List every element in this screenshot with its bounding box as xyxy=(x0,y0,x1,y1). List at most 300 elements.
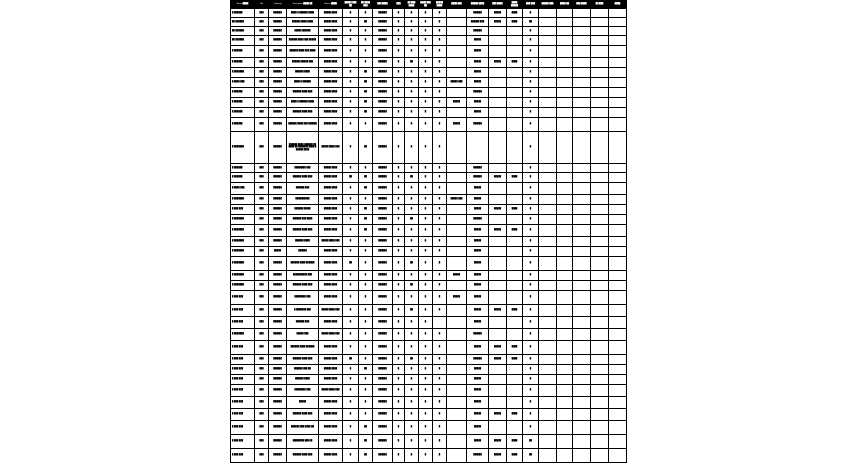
table-cell xyxy=(447,397,467,409)
table-cell: █ xyxy=(343,409,359,421)
table-cell: █ xyxy=(433,397,447,409)
table-cell: █ xyxy=(359,341,373,355)
table-cell: █ xyxy=(523,132,539,164)
table-cell: ██ xyxy=(343,257,359,271)
table-cell xyxy=(557,365,573,375)
table-cell: ██████ xyxy=(467,355,489,365)
table-cell xyxy=(539,237,557,247)
table-cell: █████ ████ xyxy=(319,271,343,281)
table-cell: ██████ xyxy=(467,449,489,463)
table-cell xyxy=(591,195,609,205)
table-cell xyxy=(573,18,591,27)
table-cell: ██████ xyxy=(373,341,393,355)
table-cell: █ xyxy=(343,46,359,58)
table-cell: █ xyxy=(343,36,359,46)
table-cell: ███ xyxy=(255,225,269,237)
table-cell: █ xyxy=(523,341,539,355)
column-header: █████ ███ xyxy=(539,1,557,9)
table-cell: █ xyxy=(419,397,433,409)
table-cell xyxy=(573,237,591,247)
table-cell xyxy=(609,118,627,132)
table-cell: █ xyxy=(523,225,539,237)
table-cell: ██████ xyxy=(269,397,287,409)
table-cell xyxy=(609,68,627,78)
table-cell xyxy=(591,291,609,305)
table-cell xyxy=(573,58,591,68)
table-cell: █ xyxy=(359,195,373,205)
table-cell xyxy=(573,355,591,365)
table-cell: █ ███████ xyxy=(231,225,255,237)
table-cell: ██████ xyxy=(467,173,489,183)
table-cell xyxy=(507,88,523,98)
table-cell: █ xyxy=(343,449,359,463)
table-cell: ██████ ███ xyxy=(467,18,489,27)
table-cell xyxy=(573,27,591,36)
table-cell xyxy=(573,329,591,341)
table-cell: █████ xyxy=(489,9,507,18)
table-cell xyxy=(591,58,609,68)
table-cell: █████ xyxy=(467,205,489,215)
table-cell xyxy=(609,385,627,397)
table-cell: ████ xyxy=(507,435,523,449)
table-cell: █ xyxy=(343,205,359,215)
table-cell: ██████ xyxy=(373,435,393,449)
table-cell xyxy=(609,36,627,46)
table-cell: ████ xyxy=(507,9,523,18)
table-cell xyxy=(557,195,573,205)
table-cell: █ xyxy=(523,173,539,183)
table-cell xyxy=(609,205,627,215)
table-cell: █ ███ ███ xyxy=(231,449,255,463)
table-row xyxy=(231,78,627,88)
table-cell xyxy=(591,409,609,421)
table-cell xyxy=(609,257,627,271)
table-cell xyxy=(557,305,573,317)
table-cell: ██████ xyxy=(373,36,393,46)
table-cell: █ xyxy=(405,435,419,449)
table-cell: █ xyxy=(393,68,405,78)
table-cell xyxy=(573,281,591,291)
table-cell: █ ██████ xyxy=(231,58,255,68)
table-cell: █ ███████ ███ xyxy=(287,305,319,317)
table-row xyxy=(231,421,627,435)
table-row xyxy=(231,291,627,305)
table-cell: █ xyxy=(343,215,359,225)
column-header: Name ████ xyxy=(231,1,255,9)
table-cell: █ xyxy=(523,291,539,305)
table-cell: ███ xyxy=(255,36,269,46)
table-cell xyxy=(591,88,609,98)
column-header: ████ ███ ██ xyxy=(420,2,431,7)
table-cell xyxy=(539,291,557,305)
table-cell: ███ xyxy=(255,421,269,435)
table-cell: █ xyxy=(419,36,433,46)
table-cell: █████ xyxy=(467,421,489,435)
table-cell xyxy=(573,118,591,132)
table-cell: █████ xyxy=(467,365,489,375)
table-cell: █ xyxy=(433,409,447,421)
table-cell: ██████ xyxy=(373,205,393,215)
table-cell xyxy=(557,68,573,78)
table-cell: █ xyxy=(393,78,405,88)
table-cell: █ ██████ xyxy=(231,98,255,108)
table-cell xyxy=(507,317,523,329)
table-cell: █ xyxy=(523,329,539,341)
table-cell xyxy=(573,365,591,375)
table-cell: █ ███████ xyxy=(231,329,255,341)
table-cell xyxy=(489,36,507,46)
table-cell xyxy=(507,195,523,205)
table-cell: █ xyxy=(419,449,433,463)
table-cell: ███ xyxy=(255,173,269,183)
table-row xyxy=(231,305,627,317)
column-header: █████ ████ xyxy=(467,1,489,9)
table-cell: ██ xyxy=(359,421,373,435)
table-cell xyxy=(447,108,467,118)
table-cell xyxy=(557,375,573,385)
table-cell: ███ xyxy=(255,108,269,118)
table-cell: █ ██████ xyxy=(231,118,255,132)
table-cell: ██████ xyxy=(373,225,393,237)
table-cell: █ xyxy=(393,88,405,98)
table-cell xyxy=(489,68,507,78)
table-cell: █ xyxy=(419,305,433,317)
table-cell: █ xyxy=(343,164,359,173)
table-cell: █████ ████ xyxy=(319,291,343,305)
table-cell: █ xyxy=(393,98,405,108)
table-cell: █ ███ ███ xyxy=(231,385,255,397)
table-cell: ███ xyxy=(255,88,269,98)
table-cell: █ xyxy=(343,132,359,164)
table-cell: ██████ xyxy=(373,355,393,365)
table-cell xyxy=(489,397,507,409)
table-body xyxy=(231,9,627,463)
table-cell: █ xyxy=(343,98,359,108)
table-cell xyxy=(557,98,573,108)
table-cell: █████ ████ xyxy=(319,36,343,46)
table-cell xyxy=(507,271,523,281)
table-cell: █ xyxy=(405,421,419,435)
table-cell: █ ██████ xyxy=(231,173,255,183)
table-cell xyxy=(573,68,591,78)
table-cell: █ xyxy=(523,68,539,78)
table-cell: ██████ xyxy=(373,271,393,281)
table-cell xyxy=(507,132,523,164)
table-cell: █ xyxy=(405,205,419,215)
table-cell: █ xyxy=(523,98,539,108)
table-cell: █ xyxy=(359,237,373,247)
table-cell: █ xyxy=(433,449,447,463)
table-cell xyxy=(507,421,523,435)
table-cell: █ xyxy=(523,46,539,58)
table-cell: ██ xyxy=(359,18,373,27)
table-cell xyxy=(591,205,609,215)
table-cell: █████ ████ xyxy=(319,409,343,421)
table-cell: █ ███ ███ xyxy=(231,205,255,215)
table-row xyxy=(231,18,627,27)
table-cell: ██████ ████ ███ █████ xyxy=(287,36,319,46)
table-cell xyxy=(489,215,507,225)
table-cell: ███ xyxy=(255,449,269,463)
table-cell: █ xyxy=(393,164,405,173)
table-row xyxy=(231,195,627,205)
table-cell: █ xyxy=(405,98,419,108)
table-cell: █ ████ ███ xyxy=(231,183,255,195)
table-cell xyxy=(489,88,507,98)
table-cell: █ xyxy=(405,68,419,78)
table-cell: █ xyxy=(419,375,433,385)
column-header: ██ ████ ███ xyxy=(359,1,373,9)
table-cell: █ xyxy=(523,27,539,36)
table-cell xyxy=(609,409,627,421)
table-cell: █ xyxy=(343,385,359,397)
table-row xyxy=(231,281,627,291)
table-cell xyxy=(539,58,557,68)
table-cell: █ xyxy=(433,132,447,164)
table-cell xyxy=(573,88,591,98)
column-header: ███ ████ xyxy=(489,1,507,9)
table-cell: █████ xyxy=(489,58,507,68)
table-cell: █ ███ ███ xyxy=(231,305,255,317)
table-cell: █ xyxy=(419,27,433,36)
table-cell: █ ███████ xyxy=(231,237,255,247)
table-cell: █████ ████ xyxy=(319,183,343,195)
table-cell: ██████ xyxy=(373,164,393,173)
table-cell xyxy=(557,183,573,195)
table-cell: ██████ xyxy=(373,88,393,98)
table-cell: ███ xyxy=(255,409,269,421)
table-cell: █████ ████ xyxy=(319,257,343,271)
table-cell: ███ xyxy=(255,281,269,291)
table-cell: █████ xyxy=(489,18,507,27)
table-cell xyxy=(609,58,627,68)
table-cell: ██████ xyxy=(269,46,287,58)
table-cell: █ ███ ███ xyxy=(231,341,255,355)
table-cell xyxy=(591,355,609,365)
table-cell: ██████ ███ ██ xyxy=(287,365,319,375)
table-cell: ██████ ████ ███ xyxy=(287,281,319,291)
table-cell xyxy=(557,281,573,291)
table-cell: ██████ xyxy=(269,36,287,46)
column-header: █████ ████ xyxy=(433,1,447,9)
table-cell: █ xyxy=(393,385,405,397)
table-cell: ██████ xyxy=(269,195,287,205)
table-cell xyxy=(507,183,523,195)
table-cell: ██████ xyxy=(373,173,393,183)
table-cell: ████████ ███ xyxy=(287,164,319,173)
table-cell: █ xyxy=(523,247,539,257)
table-cell xyxy=(489,98,507,108)
table-cell: █ xyxy=(343,305,359,317)
table-cell: ██████ ████ ███ xyxy=(287,88,319,98)
table-cell xyxy=(557,78,573,88)
table-cell: █ xyxy=(393,9,405,18)
table-cell xyxy=(557,27,573,36)
table-cell xyxy=(557,355,573,365)
table-cell: ██████ xyxy=(269,305,287,317)
table-cell xyxy=(557,46,573,58)
table-cell: █████ ████ xyxy=(319,281,343,291)
table-cell xyxy=(539,435,557,449)
table-cell: █████ xyxy=(467,68,489,78)
table-cell xyxy=(609,291,627,305)
table-cell: █ xyxy=(419,329,433,341)
table-row xyxy=(231,58,627,68)
table-cell xyxy=(591,118,609,132)
table-cell: █████ ████ xyxy=(319,18,343,27)
table-cell: █ xyxy=(433,183,447,195)
table-cell: █ xyxy=(523,317,539,329)
table-cell xyxy=(489,183,507,195)
table-cell: █ xyxy=(343,27,359,36)
table-cell: ██████ xyxy=(373,247,393,257)
table-cell: ███ xyxy=(255,257,269,271)
table-cell: █████ ████ xyxy=(319,173,343,183)
table-cell: ██████ xyxy=(373,305,393,317)
table-cell: █████ xyxy=(489,341,507,355)
table-cell: █████ ████ xyxy=(319,205,343,215)
table-cell: █ xyxy=(405,291,419,305)
table-cell: ██████ xyxy=(373,291,393,305)
table-cell: █████ ████ xyxy=(319,435,343,449)
table-row xyxy=(231,365,627,375)
table-cell xyxy=(609,195,627,205)
table-cell: █ xyxy=(343,291,359,305)
table-cell xyxy=(489,132,507,164)
table-cell: █ xyxy=(393,205,405,215)
table-row xyxy=(231,46,627,58)
table-cell xyxy=(539,397,557,409)
table-cell: █ xyxy=(343,108,359,118)
table-cell xyxy=(591,449,609,463)
table-cell xyxy=(573,225,591,237)
table-cell: █ xyxy=(405,46,419,58)
table-cell xyxy=(557,108,573,118)
table-cell: █ xyxy=(523,365,539,375)
table-row xyxy=(231,257,627,271)
table-cell: ██ ██████ xyxy=(231,27,255,36)
table-cell: █████ xyxy=(467,435,489,449)
table-cell: █ xyxy=(405,409,419,421)
table-cell xyxy=(591,317,609,329)
table-cell: ██████ xyxy=(373,215,393,225)
table-cell: ████ xyxy=(507,355,523,365)
table-cell: ███ xyxy=(255,341,269,355)
table-cell: ████ xyxy=(507,58,523,68)
table-cell: ██ xyxy=(359,183,373,195)
table-cell: █ ██████ xyxy=(231,164,255,173)
table-cell xyxy=(573,305,591,317)
table-cell: ████████ ███ ██ xyxy=(287,435,319,449)
table-cell xyxy=(557,88,573,98)
table-cell: ██ xyxy=(343,173,359,183)
table-cell: █ xyxy=(405,449,419,463)
table-cell: █ xyxy=(419,237,433,247)
table-cell: ██████ xyxy=(373,237,393,247)
table-cell xyxy=(573,449,591,463)
table-cell: █ xyxy=(405,247,419,257)
table-cell: █ xyxy=(523,375,539,385)
table-cell xyxy=(539,118,557,132)
table-cell: ██████ ████ ███ xyxy=(287,225,319,237)
table-cell: █ xyxy=(393,46,405,58)
table-cell: ██████ xyxy=(269,88,287,98)
table-cell: █ ██████ xyxy=(231,46,255,58)
table-cell: █████ ████ xyxy=(319,78,343,88)
table-cell: █ xyxy=(393,397,405,409)
table-cell: ██████ xyxy=(269,9,287,18)
table-cell: █ xyxy=(393,237,405,247)
table-cell xyxy=(573,78,591,88)
table-cell: ███ xyxy=(255,435,269,449)
table-cell: █ xyxy=(433,435,447,449)
table-cell: ██████ xyxy=(373,58,393,68)
table-cell xyxy=(557,132,573,164)
table-cell: █ xyxy=(523,58,539,68)
table-cell xyxy=(591,78,609,88)
table-cell xyxy=(591,435,609,449)
table-cell xyxy=(573,435,591,449)
table-cell: █ xyxy=(419,195,433,205)
table-cell xyxy=(591,341,609,355)
table-cell: █ xyxy=(419,88,433,98)
table-cell xyxy=(489,385,507,397)
table-cell: ██ xyxy=(405,257,419,271)
table-cell: ███ xyxy=(255,164,269,173)
table-cell: █ xyxy=(433,18,447,27)
table-row xyxy=(231,173,627,183)
table-cell xyxy=(609,27,627,36)
table-cell: █ xyxy=(393,183,405,195)
table-cell: ██████ ████ ███ ██████ xyxy=(287,118,319,132)
table-cell: █ xyxy=(433,215,447,225)
table-cell: █ xyxy=(359,291,373,305)
table-cell: ██████ xyxy=(373,385,393,397)
table-cell: ███ xyxy=(255,132,269,164)
table-cell xyxy=(447,58,467,68)
table-cell: █ xyxy=(433,118,447,132)
table-cell: ██████ xyxy=(269,281,287,291)
table-cell: █ xyxy=(343,397,359,409)
table-cell: ██████ ████ ███ xyxy=(287,173,319,183)
table-cell xyxy=(609,9,627,18)
table-cell: █ xyxy=(405,195,419,205)
table-cell: █ xyxy=(419,355,433,365)
table-cell xyxy=(539,27,557,36)
table-cell xyxy=(591,132,609,164)
table-cell xyxy=(447,215,467,225)
table-cell xyxy=(573,36,591,46)
table-cell xyxy=(591,215,609,225)
table-cell xyxy=(507,385,523,397)
table-cell: ███ xyxy=(255,375,269,385)
table-cell xyxy=(539,225,557,237)
table-cell: █████ ████ xyxy=(319,215,343,225)
table-cell: █████ ████ xyxy=(319,247,343,257)
table-cell xyxy=(609,305,627,317)
table-cell xyxy=(573,215,591,225)
table-cell: █ xyxy=(433,341,447,355)
table-cell: █ xyxy=(343,18,359,27)
table-cell: █ xyxy=(359,118,373,132)
table-cell: █ xyxy=(523,205,539,215)
table-cell: █ xyxy=(419,118,433,132)
table-cell xyxy=(489,365,507,375)
table-cell: ███ xyxy=(255,205,269,215)
table-cell: █ xyxy=(523,305,539,317)
table-row xyxy=(231,329,627,341)
table-cell: █ xyxy=(393,281,405,291)
